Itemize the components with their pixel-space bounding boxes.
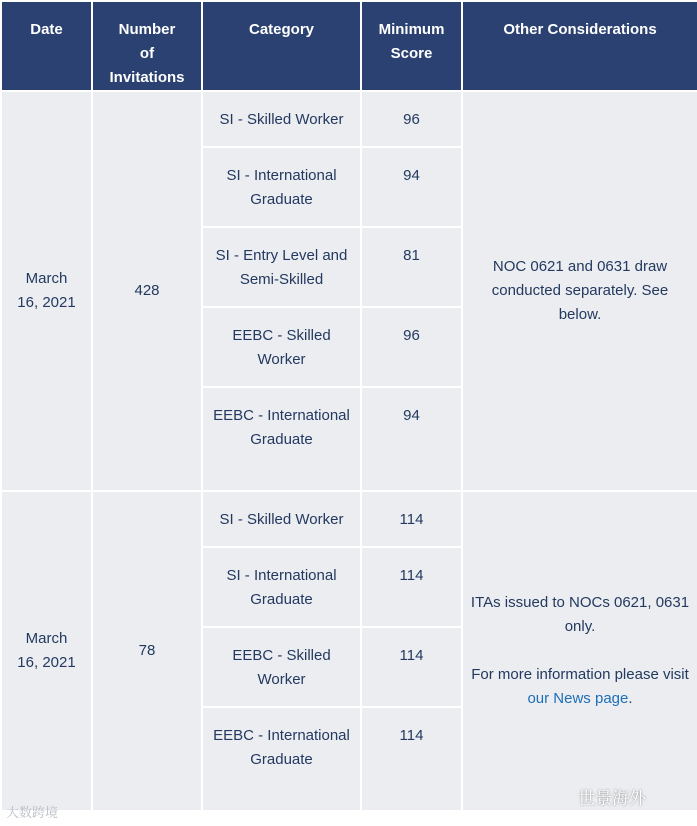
category-cell: EEBC - Skilled Worker [202, 307, 361, 387]
header-number-of-invitations: Number of Invitations [92, 1, 202, 91]
draw-date-cell: March 16, 2021 [1, 491, 92, 811]
considerations-cell: NOC 0621 and 0631 draw conducted separately. See below. [462, 91, 697, 491]
table-row [1, 491, 697, 547]
header-row [1, 1, 697, 91]
header-category: Category [202, 1, 361, 91]
score-cell: 114 [361, 707, 462, 811]
watermark-left: 大数跨境 [6, 806, 59, 821]
category-cell: SI - Skilled Worker [202, 491, 361, 547]
header-date: Date [1, 1, 92, 91]
score-cell: 114 [361, 627, 462, 707]
invitations-cell: 428 [92, 91, 202, 491]
score-cell: 81 [361, 227, 462, 307]
invitations-cell: 78 [92, 491, 202, 811]
news-page-link[interactable]: our News page [527, 690, 629, 707]
considerations-more-info: For more information please visit our News page. [471, 666, 689, 707]
category-cell: SI - Entry Level and Semi-Skilled [202, 227, 361, 307]
score-cell: 94 [361, 147, 462, 227]
table-row [1, 91, 697, 147]
score-cell: 114 [361, 491, 462, 547]
category-cell: EEBC - International Graduate [202, 707, 361, 811]
considerations-note: ITAs issued to NOCs 0621, 0631 only. [470, 594, 690, 635]
score-cell: 94 [361, 387, 462, 491]
category-cell: SI - Skilled Worker [202, 91, 361, 147]
watermark-right: 世景海外 [578, 789, 646, 809]
considerations-cell [462, 491, 697, 811]
header-minimum-score: Minimum Score [361, 1, 462, 91]
score-cell: 96 [361, 307, 462, 387]
score-cell: 114 [361, 547, 462, 627]
category-cell: EEBC - International Graduate [202, 387, 361, 491]
score-cell: 96 [361, 91, 462, 147]
category-cell: SI - International Graduate [202, 147, 361, 227]
draw-date-cell: March 16, 2021 [1, 91, 92, 491]
header-other-considerations: Other Considerations [462, 1, 697, 91]
category-cell: EEBC - Skilled Worker [202, 627, 361, 707]
category-cell: SI - International Graduate [202, 547, 361, 627]
